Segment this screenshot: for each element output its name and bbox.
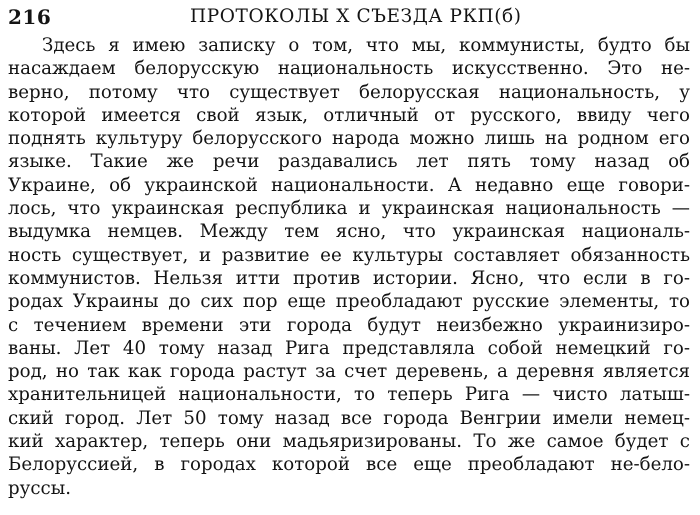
text-line: хранительницей национальности, то теперь Рига — чисто латыш- [8,384,690,406]
text-line: кий характер, теперь они мадьяризированы. То же самое будет с [8,431,690,453]
text-line: которой имеется свой язык, отличный от русского, ввиду чего [8,104,690,126]
body-paragraph [8,34,690,500]
text-line: поднять культуру белорусского народа можно лишь на родном его [8,128,690,150]
page-number: 216 [8,5,52,29]
text-line: верно, потому что существует белорусская национальность, у [8,81,690,103]
text-line: лось, что украинская республика и украинская национальность — [8,198,690,220]
text-line: Украине, об украинской национальности. А недавно еще говори- [8,174,690,196]
text-line: руссы. [8,477,71,499]
text-line: ность существует, и развитие ее культуры составляет обязанность [8,244,690,266]
text-line: Здесь я имею записку о том, что мы, коммунисты, будто бы [42,35,690,56]
text-line: с течением времени эти города будут неизбежно украинизиро- [8,314,690,336]
text-line: коммунистов. Нельзя итти против истории. Ясно, что если в го- [8,267,690,289]
text-line: родах Украины до сих пор еще преобладают русские элементы, то [8,291,690,313]
running-title: ПРОТОКОЛЫ X СЪЕЗДА РКП(б) [190,6,522,27]
text-line: выдумка немцев. Между тем ясно, что украинская националь- [8,221,690,243]
text-line: Белоруссией, в городах которой все еще преобладают не-бело- [8,454,690,476]
text-line: ваны. Лет 40 тому назад Рига представляла собой немецкий го- [8,337,690,359]
page-header [8,5,688,33]
text-line: ский город. Лет 50 тому назад все города Венгрии имели немец- [8,407,690,429]
text-line: насаждаем белорусскую национальность искусственно. Это не- [8,58,690,80]
text-line: языке. Такие же речи раздавались лет пять тому назад об [8,151,690,173]
text-line: род, но так как города растут за счет деревень, а деревня является [8,361,690,383]
